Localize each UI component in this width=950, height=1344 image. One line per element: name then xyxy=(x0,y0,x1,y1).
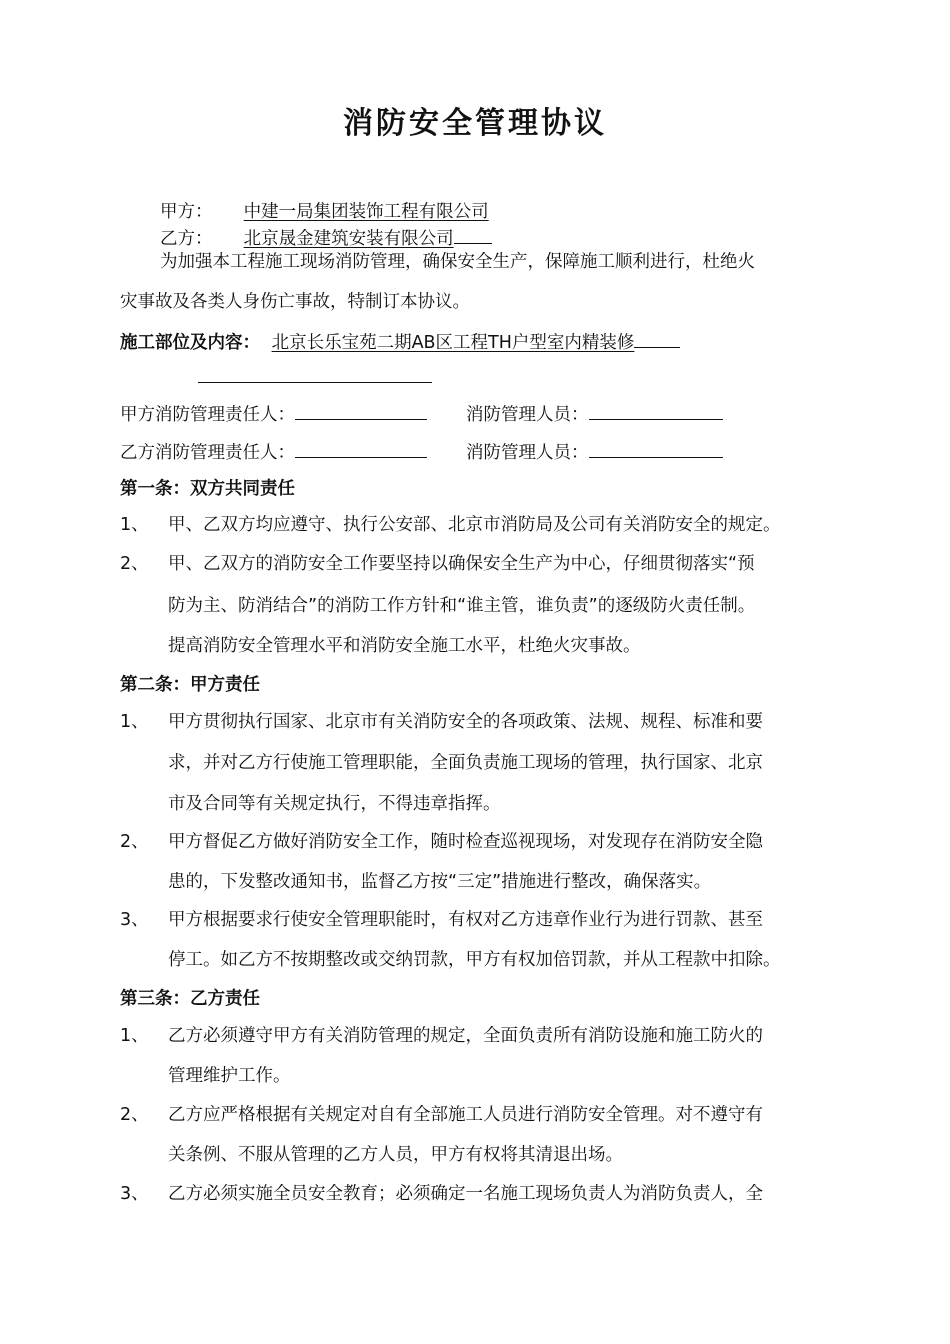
s3-item-2-line-2: 关条例、不服从管理的乙方人员，甲方有权将其清退出场。 xyxy=(168,1145,623,1165)
party-a-label: 甲方： xyxy=(160,202,213,222)
section-1-heading: 第一条：双方共同责任 xyxy=(120,479,295,499)
s2-item-3-line-2: 停工。如乙方不按期整改或交纳罚款，甲方有权加倍罚款，并从工程款中扣除。 xyxy=(168,950,781,970)
s1-item-2-num: 2、 xyxy=(120,554,149,574)
s2-item-2-line-2: 患的，下发整改通知书，监督乙方按“三定”措施进行整改，确保落实。 xyxy=(168,872,712,892)
party-a-line xyxy=(160,200,489,224)
s3-item-1-line-2: 管理维护工作。 xyxy=(168,1066,291,1086)
site-line xyxy=(120,329,680,355)
party-b-name: 北京晟金建筑安装有限公司 xyxy=(243,229,454,249)
intro-line-2: 灾事故及各类人身伤亡事故，特制订本协议。 xyxy=(120,292,470,312)
a-staff-label: 消防管理人员： xyxy=(466,405,589,425)
a-staff-line xyxy=(466,401,723,427)
intro-line-1: 为加强本工程施工现场消防管理，确保安全生产，保障施工顺利进行，杜绝火 xyxy=(160,252,755,272)
party-a-name: 中建一局集团装饰工程有限公司 xyxy=(243,202,489,222)
b-staff-line xyxy=(466,439,723,465)
s2-item-1-line-1: 甲方贯彻执行国家、北京市有关消防安全的各项政策、法规、规程、标准和要 xyxy=(168,712,763,732)
party-b-label: 乙方： xyxy=(160,229,213,249)
s3-item-2-num: 2、 xyxy=(120,1105,149,1125)
a-staff-blank xyxy=(589,401,723,420)
s1-item-1-line-1: 甲、乙双方均应遵守、执行公安部、北京市消防局及公司有关消防安全的规定。 xyxy=(168,515,781,535)
site-underline-tail xyxy=(634,329,680,348)
document-title: 消防安全管理协议 xyxy=(343,106,607,141)
b-staff-label: 消防管理人员： xyxy=(466,443,589,463)
s1-item-2-line-2: 防为主、防消结合”的消防工作方针和“谁主管，谁负责”的逐级防火责任制。 xyxy=(168,596,756,616)
s2-item-1-num: 1、 xyxy=(120,712,149,732)
s3-item-1-num: 1、 xyxy=(120,1026,149,1046)
party-b-underline xyxy=(454,225,492,244)
section-2-heading: 第二条：甲方责任 xyxy=(120,675,260,695)
s1-item-2-line-3: 提高消防安全管理水平和消防安全施工水平，杜绝火灾事故。 xyxy=(168,636,641,656)
party-b-line xyxy=(160,225,492,251)
a-responsible-blank xyxy=(295,401,427,420)
site-label: 施工部位及内容： xyxy=(120,333,260,353)
s2-item-2-line-1: 甲方督促乙方做好消防安全工作，随时检查巡视现场，对发现存在消防安全隐 xyxy=(168,832,763,852)
site-continuation-blank xyxy=(198,364,432,390)
site-value: 北京长乐宝苑二期AB区工程TH户型室内精装修 xyxy=(271,333,635,353)
b-responsible-blank xyxy=(295,439,427,458)
a-responsible-label: 甲方消防管理责任人： xyxy=(120,405,295,425)
s1-item-2-line-1: 甲、乙双方的消防安全工作要坚持以确保安全生产为中心，仔细贯彻落实“预 xyxy=(168,554,755,574)
s3-item-1-line-1: 乙方必须遵守甲方有关消防管理的规定，全面负责所有消防设施和施工防火的 xyxy=(168,1026,763,1046)
s3-item-2-line-1: 乙方应严格根据有关规定对自有全部施工人员进行消防安全管理。对不遵守有 xyxy=(168,1105,763,1125)
b-responsible-line xyxy=(120,439,427,465)
b-staff-blank xyxy=(589,439,723,458)
s2-item-2-num: 2、 xyxy=(120,832,149,852)
s2-item-3-line-1: 甲方根据要求行使安全管理职能时，有权对乙方违章作业行为进行罚款、甚至 xyxy=(168,910,763,930)
s3-item-3-line-1: 乙方必须实施全员安全教育；必须确定一名施工现场负责人为消防负责人，全 xyxy=(168,1184,763,1204)
s1-item-1-num: 1、 xyxy=(120,515,149,535)
s2-item-3-num: 3、 xyxy=(120,910,149,930)
s2-item-1-line-3: 市及合同等有关规定执行，不得违章指挥。 xyxy=(168,794,501,814)
a-responsible-line xyxy=(120,401,427,427)
s3-item-3-num: 3、 xyxy=(120,1184,149,1204)
section-3-heading: 第三条：乙方责任 xyxy=(120,989,260,1009)
b-responsible-label: 乙方消防管理责任人： xyxy=(120,443,295,463)
s2-item-1-line-2: 求，并对乙方行使施工管理职能，全面负责施工现场的管理，执行国家、北京 xyxy=(168,753,763,773)
